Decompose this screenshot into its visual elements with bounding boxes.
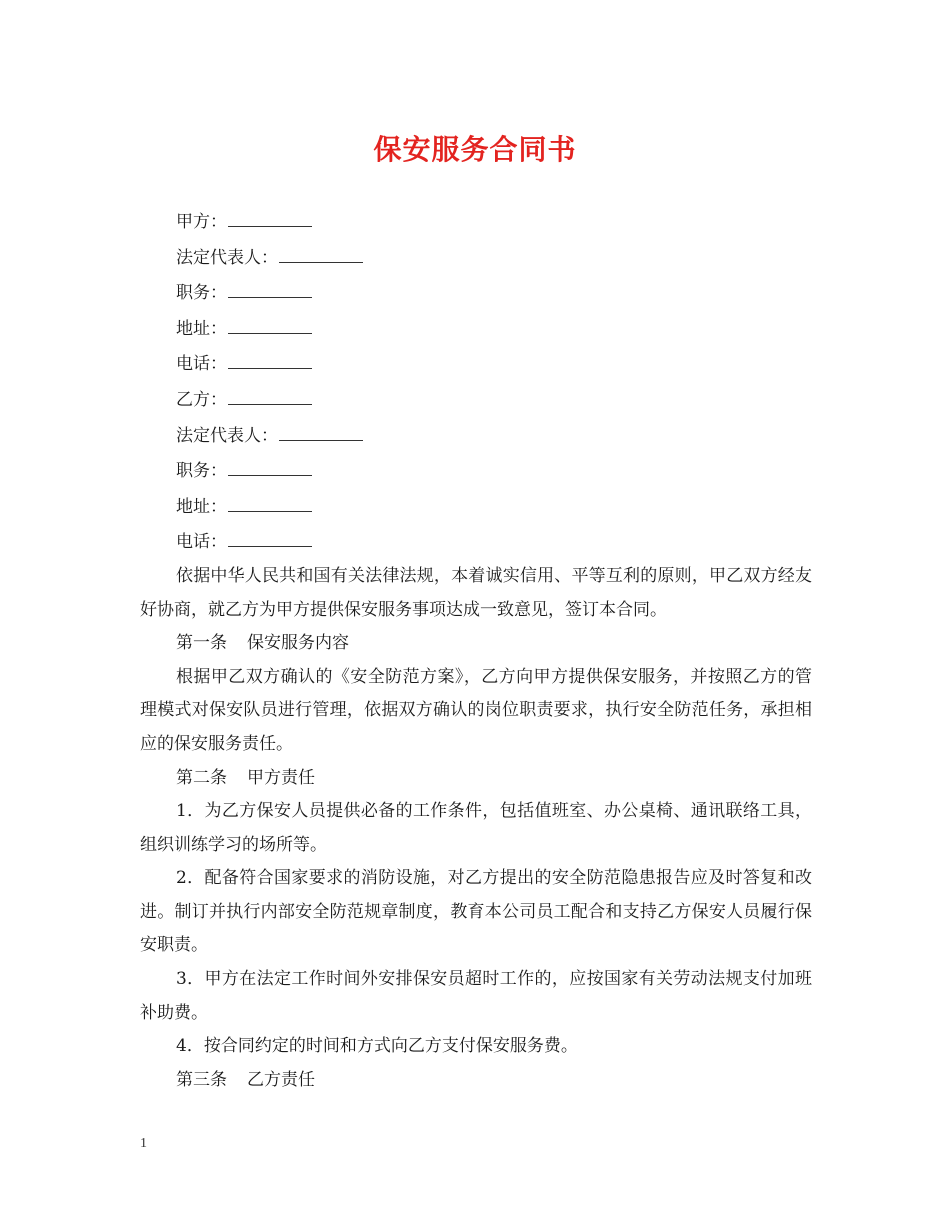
blank-line — [228, 346, 312, 369]
party-a-position-field — [140, 275, 812, 311]
blank-line — [279, 418, 363, 441]
article-heading — [140, 1064, 812, 1098]
field-label: 法定代表人： — [176, 425, 278, 446]
field-label: 地址： — [176, 318, 227, 339]
blank-line — [228, 275, 312, 298]
field-label: 乙方： — [176, 389, 227, 410]
intro-paragraph: 依据中华人民共和国有关法律法规，本着诚实信用、平等互利的原则，甲乙双方经友好协商，就乙方为甲方提供保安服务事项达成一致意见，签订本合同。 — [140, 565, 812, 620]
field-label: 甲方： — [176, 212, 227, 232]
party-b-field — [140, 382, 812, 418]
blank-line — [228, 382, 312, 405]
article-title: 乙方责任 — [247, 1069, 315, 1090]
party-a-address-field — [140, 311, 812, 347]
document-title: 保安服务合同书 — [373, 133, 577, 166]
field-label: 职务： — [176, 461, 227, 482]
blank-line — [228, 311, 312, 334]
article-number: 第二条 — [176, 767, 227, 788]
article-item: 2．配备符合国家要求的消防设施，对乙方提出的安全防范隐患报告应及时答复和改进。制订并执行内部安全防范规章制度，教育本公司员工配合和支持乙方保安人员履行保安职责。 — [140, 868, 812, 956]
article-heading — [140, 762, 812, 796]
blank-line — [279, 240, 363, 263]
party-b-address-field — [140, 489, 812, 525]
page-number: 1 — [140, 1136, 147, 1151]
party-a-phone-field — [140, 346, 812, 382]
field-label: 职务： — [176, 283, 227, 304]
field-label: 法定代表人： — [176, 247, 278, 268]
party-b-position-field — [140, 453, 812, 489]
article-number: 第一条 — [176, 633, 227, 654]
party-b-phone-field — [140, 524, 812, 560]
article-number: 第三条 — [176, 1069, 227, 1090]
article-item: 4．按合同约定的时间和方式向乙方支付保安服务费。 — [176, 1036, 578, 1057]
party-a-field — [140, 204, 812, 240]
blank-line — [228, 489, 312, 512]
document-body — [140, 204, 812, 1097]
article-item: 3．甲方在法定工作时间外安排保安员超时工作的，应按国家有关劳动法规支付加班补助费。 — [140, 969, 812, 1023]
blank-line — [228, 204, 312, 227]
field-label: 地址： — [176, 496, 227, 517]
article-title: 甲方责任 — [247, 767, 315, 788]
field-label: 电话： — [176, 354, 227, 375]
blank-line — [228, 524, 312, 547]
article-item: 1．为乙方保安人员提供必备的工作条件，包括值班室、办公桌椅、通讯联络工具，组织训练学习的场所等。 — [140, 801, 812, 855]
party-b-representative-field — [140, 418, 812, 454]
article-title: 保安服务内容 — [247, 633, 349, 654]
blank-line — [228, 453, 312, 476]
article-paragraph: 根据甲乙双方确认的《安全防范方案》，乙方向甲方提供保安服务，并按照乙方的管理模式对保安队员进行管理，依据双方确认的岗位职责要求，执行安全防范任务，承担相应的保安服务责任。 — [140, 666, 812, 754]
field-label: 电话： — [176, 532, 227, 553]
article-heading — [140, 627, 812, 661]
party-a-representative-field — [140, 240, 812, 276]
